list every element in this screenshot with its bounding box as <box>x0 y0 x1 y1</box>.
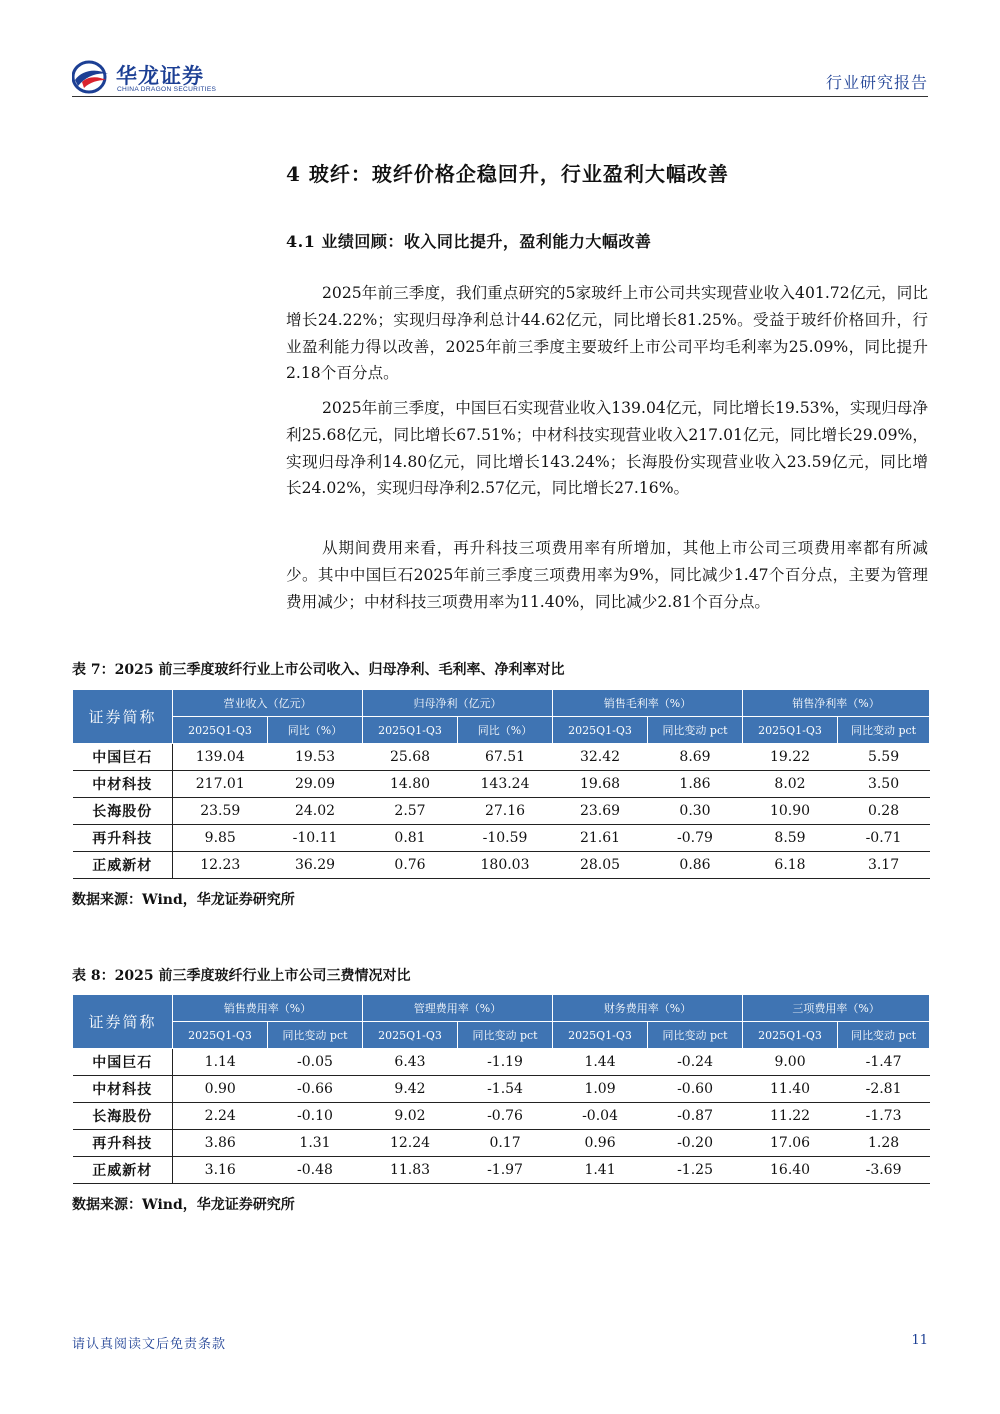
table-cell: 17.06 <box>743 1130 838 1157</box>
logo-text-cn: 华龙证券 <box>116 64 204 88</box>
table-cell: 1.14 <box>173 1049 268 1076</box>
table-cell: 10.90 <box>743 798 838 825</box>
table-cell: 12.24 <box>363 1130 458 1157</box>
table-cell: 36.29 <box>268 852 363 879</box>
table-cell: -1.73 <box>838 1103 930 1130</box>
sub-header: 同比变动 pct <box>268 1022 363 1049</box>
table-cell: -0.79 <box>648 825 743 852</box>
table-cell: -1.97 <box>458 1157 553 1184</box>
table-cell: 11.83 <box>363 1157 458 1184</box>
table-cell: 9.85 <box>173 825 268 852</box>
table-cell: 8.02 <box>743 771 838 798</box>
table-cell: -0.04 <box>553 1103 648 1130</box>
table-cell: 0.76 <box>363 852 458 879</box>
table-row <box>73 1157 930 1184</box>
page-number: 11 <box>911 1333 928 1348</box>
paragraph: 2025年前三季度，我们重点研究的5家玻纤上市公司共实现营业收入401.72亿元，同比增长24.22%；实现归母净利总计44.62亿元，同比增长81.25%。受益于玻纤价格回升，行业盈利能力得以改善，2025年前三季度主要玻纤上市公司平均毛利率为25.09%，同比提升2.18个百分点。 <box>286 284 928 383</box>
company-name: 再升科技 <box>73 825 173 852</box>
table-cell: -1.25 <box>648 1157 743 1184</box>
table-cell: 8.59 <box>743 825 838 852</box>
logo-mark-icon <box>72 60 110 94</box>
company-name: 正威新材 <box>73 1157 173 1184</box>
table-cell: 0.17 <box>458 1130 553 1157</box>
company-name: 中材科技 <box>73 1076 173 1103</box>
company-name: 中国巨石 <box>73 1049 173 1076</box>
table-cell: 11.40 <box>743 1076 838 1103</box>
table-cell: 143.24 <box>458 771 553 798</box>
table-row <box>73 852 930 879</box>
sub-header: 2025Q1-Q3 <box>363 717 458 744</box>
table-cell: -1.47 <box>838 1049 930 1076</box>
page-header <box>72 58 928 98</box>
sub-header: 同比变动 pct <box>838 717 930 744</box>
group-header: 营业收入（亿元） <box>173 690 363 717</box>
table-cell: 19.68 <box>553 771 648 798</box>
group-header: 管理费用率（%） <box>363 995 553 1022</box>
table-cell: 19.22 <box>743 744 838 771</box>
table-cell: 28.05 <box>553 852 648 879</box>
section-title: 4 玻纤：玻纤价格企稳回升，行业盈利大幅改善 <box>286 162 729 186</box>
table-cell: 3.86 <box>173 1130 268 1157</box>
table-cell: -0.76 <box>458 1103 553 1130</box>
group-header: 销售净利率（%） <box>743 690 930 717</box>
group-header: 财务费用率（%） <box>553 995 743 1022</box>
table-cell: -10.59 <box>458 825 553 852</box>
table-row <box>73 825 930 852</box>
table-row <box>73 771 930 798</box>
table-cell: 23.69 <box>553 798 648 825</box>
sub-header: 同比变动 pct <box>458 1022 553 1049</box>
logo-text-en: CHINA DRAGON SECURITIES <box>117 86 217 93</box>
table-cell: 3.17 <box>838 852 930 879</box>
table-cell: -0.48 <box>268 1157 363 1184</box>
table-cell: 1.41 <box>553 1157 648 1184</box>
table-cell: -0.87 <box>648 1103 743 1130</box>
table-cell: -0.05 <box>268 1049 363 1076</box>
table-cell: 11.22 <box>743 1103 838 1130</box>
sub-header: 2025Q1-Q3 <box>743 717 838 744</box>
table-cell: 0.30 <box>648 798 743 825</box>
table-cell: -0.24 <box>648 1049 743 1076</box>
table-cell: 0.90 <box>173 1076 268 1103</box>
table-cell: 1.86 <box>648 771 743 798</box>
table-cell: 3.50 <box>838 771 930 798</box>
table-cell: 19.53 <box>268 744 363 771</box>
logo <box>72 58 312 98</box>
sub-header: 2025Q1-Q3 <box>743 1022 838 1049</box>
table-cell: 12.23 <box>173 852 268 879</box>
report-type-label: 行业研究报告 <box>825 73 928 92</box>
table-cell: 0.86 <box>648 852 743 879</box>
sub-header: 2025Q1-Q3 <box>553 717 648 744</box>
company-name: 长海股份 <box>73 1103 173 1130</box>
group-header: 销售费用率（%） <box>173 995 363 1022</box>
table-cell: -0.20 <box>648 1130 743 1157</box>
table-cell: 180.03 <box>458 852 553 879</box>
table-cell: -3.69 <box>838 1157 930 1184</box>
table-cell: 25.68 <box>363 744 458 771</box>
table-cell: 8.69 <box>648 744 743 771</box>
table-cell: 6.18 <box>743 852 838 879</box>
table-cell: 0.81 <box>363 825 458 852</box>
table-cell: -0.71 <box>838 825 930 852</box>
table-cell: 21.61 <box>553 825 648 852</box>
table-cell: 27.16 <box>458 798 553 825</box>
table-cell: 1.28 <box>838 1130 930 1157</box>
table-caption: 表 7：2025 前三季度玻纤行业上市公司收入、归母净利、毛利率、净利率对比 <box>72 662 565 678</box>
table-cell: -0.66 <box>268 1076 363 1103</box>
table-cell: 3.16 <box>173 1157 268 1184</box>
paragraph: 从期间费用来看，再升科技三项费用率有所增加，其他上市公司三项费用率都有所减少。其中中国巨石2025年前三季度三项费用率为9%，同比减少1.47个百分点，主要为管理费用减少；中材科技三项费用率为11.40%，同比减少2.81个百分点。 <box>286 539 928 611</box>
table-row <box>73 798 930 825</box>
company-name: 中材科技 <box>73 771 173 798</box>
table-cell: 67.51 <box>458 744 553 771</box>
table-cell: -1.19 <box>458 1049 553 1076</box>
sub-header: 同比（%） <box>458 717 553 744</box>
table-cell: 9.42 <box>363 1076 458 1103</box>
table-caption: 表 8：2025 前三季度玻纤行业上市公司三费情况对比 <box>72 968 411 984</box>
table-cell: 32.42 <box>553 744 648 771</box>
table-cell: 9.00 <box>743 1049 838 1076</box>
group-header: 销售毛利率（%） <box>553 690 743 717</box>
group-header: 三项费用率（%） <box>743 995 930 1022</box>
company-name: 中国巨石 <box>73 744 173 771</box>
table-cell: 5.59 <box>838 744 930 771</box>
table-cell: -0.60 <box>648 1076 743 1103</box>
table-cell: -1.54 <box>458 1076 553 1103</box>
sub-header: 2025Q1-Q3 <box>363 1022 458 1049</box>
table-cell: -10.11 <box>268 825 363 852</box>
company-name: 正威新材 <box>73 852 173 879</box>
table-row <box>73 744 930 771</box>
sub-header: 同比变动 pct <box>648 717 743 744</box>
table-cell: 29.09 <box>268 771 363 798</box>
corner-header: 证券简称 <box>73 995 173 1049</box>
table-cell: 2.57 <box>363 798 458 825</box>
paragraph: 2025年前三季度，中国巨石实现营业收入139.04亿元，同比增长19.53%，实现归母净利25.68亿元，同比增长67.51%；中材科技实现营业收入217.01亿元，同比增长29.09%，实现归母净利14.80亿元，同比增长143.24%；长海股份实现营业收入23.59亿元，同比增长24.02%，实现归母净利2.57亿元，同比增长27.16%。 <box>286 399 928 498</box>
sub-header: 2025Q1-Q3 <box>173 717 268 744</box>
table-cell: -2.81 <box>838 1076 930 1103</box>
header-divider <box>72 96 928 97</box>
company-name: 再升科技 <box>73 1130 173 1157</box>
table-source: 数据来源：Wind，华龙证券研究所 <box>72 1197 295 1213</box>
table-cell: 1.44 <box>553 1049 648 1076</box>
table-row <box>73 1103 930 1130</box>
corner-header: 证券简称 <box>73 690 173 744</box>
subsection-title: 4.1 业绩回顾：收入同比提升，盈利能力大幅改善 <box>286 232 652 251</box>
table-cell: 139.04 <box>173 744 268 771</box>
table-row <box>73 1076 930 1103</box>
table-cell: 1.09 <box>553 1076 648 1103</box>
sub-header: 同比变动 pct <box>648 1022 743 1049</box>
table-cell: 9.02 <box>363 1103 458 1130</box>
table-cell: 6.43 <box>363 1049 458 1076</box>
revenue-profit-table <box>72 689 930 879</box>
table-cell: 24.02 <box>268 798 363 825</box>
table-cell: 0.28 <box>838 798 930 825</box>
table-cell: 0.96 <box>553 1130 648 1157</box>
table-cell: 217.01 <box>173 771 268 798</box>
sub-header: 同比（%） <box>268 717 363 744</box>
table-cell: 2.24 <box>173 1103 268 1130</box>
table-source: 数据来源：Wind，华龙证券研究所 <box>72 892 295 908</box>
sub-header: 同比变动 pct <box>838 1022 930 1049</box>
table-row <box>73 1049 930 1076</box>
sub-header: 2025Q1-Q3 <box>173 1022 268 1049</box>
table-row <box>73 1130 930 1157</box>
company-name: 长海股份 <box>73 798 173 825</box>
sub-header: 2025Q1-Q3 <box>553 1022 648 1049</box>
disclaimer-note: 请认真阅读文后免责条款 <box>72 1337 227 1352</box>
table-cell: 1.31 <box>268 1130 363 1157</box>
table-cell: 23.59 <box>173 798 268 825</box>
expense-ratio-table <box>72 994 930 1184</box>
table-cell: 16.40 <box>743 1157 838 1184</box>
group-header: 归母净利（亿元） <box>363 690 553 717</box>
table-cell: -0.10 <box>268 1103 363 1130</box>
table-cell: 14.80 <box>363 771 458 798</box>
